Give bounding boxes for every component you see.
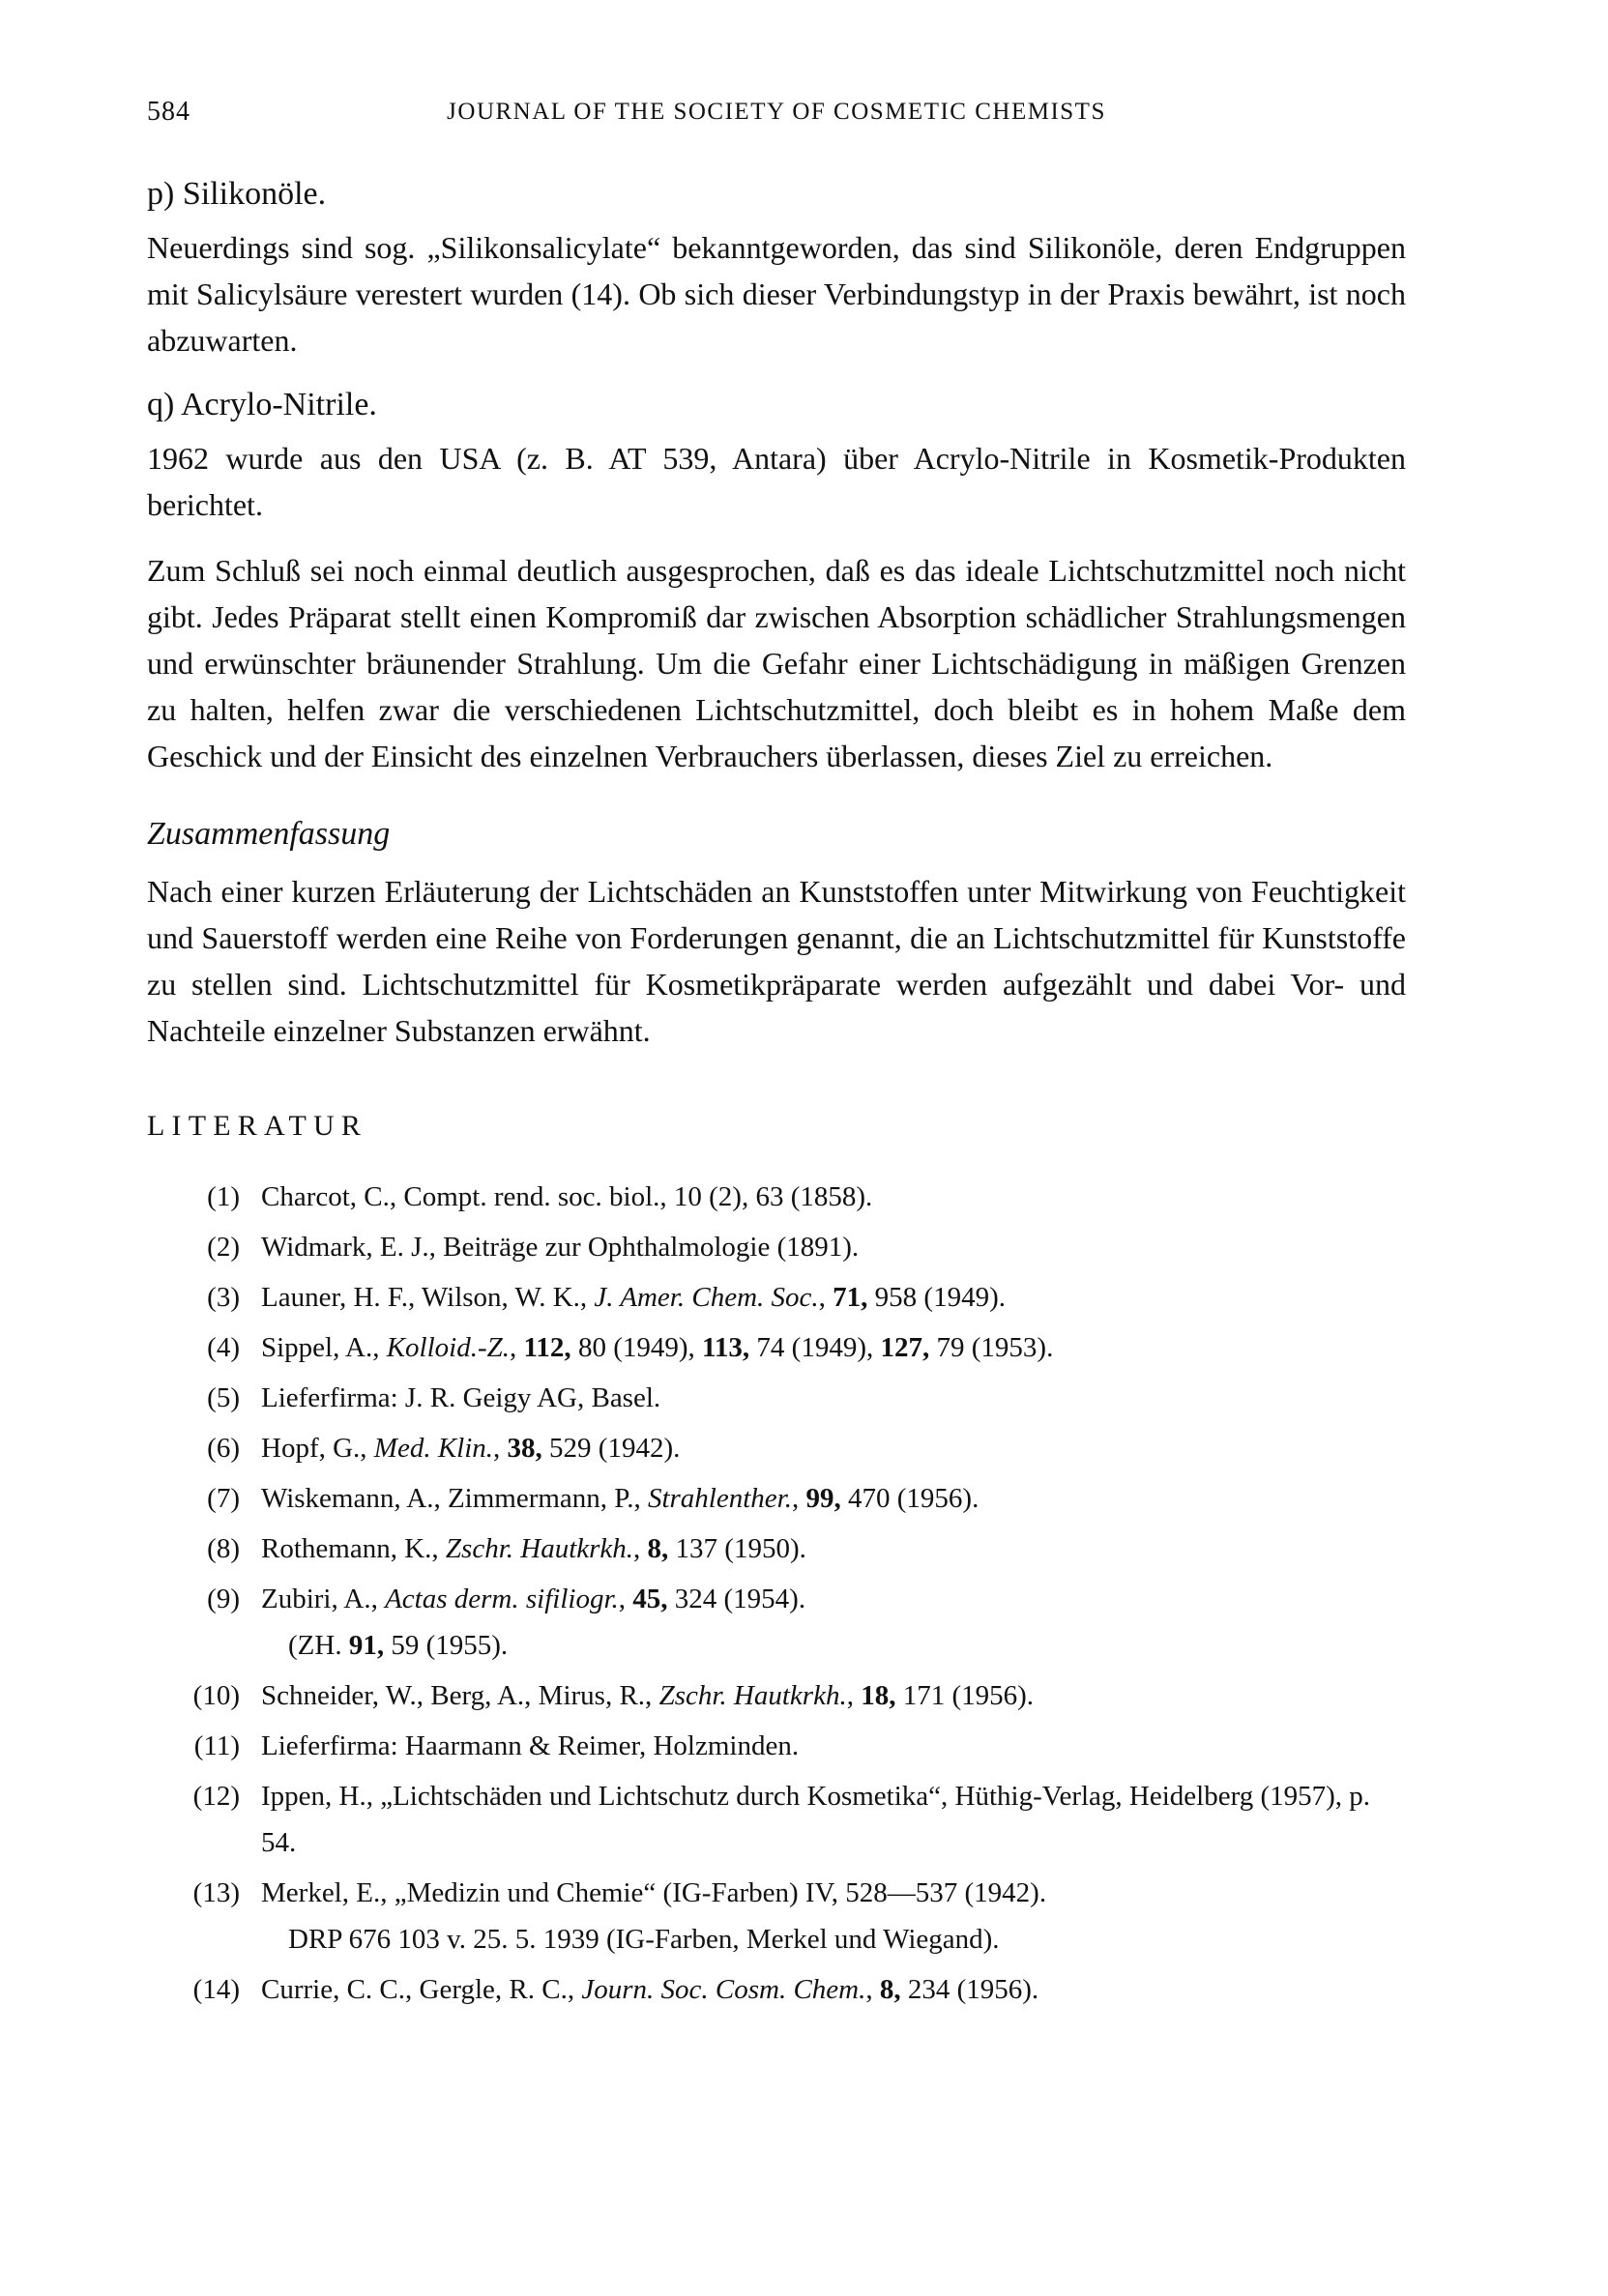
- reference-text: Launer, H. F., Wilson, W. K., J. Amer. Chem. Soc., 71, 958 (1949).: [261, 1282, 1006, 1313]
- reference-item: [147, 1966, 1406, 2013]
- reference-item: [147, 1224, 1406, 1270]
- journal-header: JOURNAL OF THE SOCIETY OF COSMETIC CHEMISTS: [447, 99, 1106, 125]
- reference-text: Merkel, E., „Medizin und Chemie“ (IG-Farben) IV, 528—537 (1942).: [261, 1877, 1047, 1908]
- reference-text: Hopf, G., Med. Klin., 38, 529 (1942).: [261, 1433, 681, 1464]
- reference-number: (1): [207, 1181, 240, 1212]
- reference-item: [147, 1274, 1406, 1321]
- reference-item: [147, 1425, 1406, 1471]
- reference-item: [147, 1723, 1406, 1769]
- summary-paragraph: Nach einer kurzen Erläuterung der Lichtschäden an Kunststoffen unter Mitwirkung von Feuchtigkeit und Sauerstoff werden eine Reihe von Forderungen genannt, die an Lichtschutzmittel für Kunststoffe zu stellen sind. Lichtschutzmittel für Kosmetikpräparate werden aufgezählt und dabei Vor- und Nachteile einzelner Substanzen erwähnt.: [147, 874, 1406, 1048]
- section-body-p: Neuerdings sind sog. „Silikonsalicylate“ bekanntgeworden, das sind Silikonöle, deren Endgruppen mit Salicylsäure verestert wurden (14). Ob sich dieser Verbindungstyp in der Praxis bewährt, ist noch abzuwarten.: [147, 230, 1406, 358]
- reference-item: [147, 1526, 1406, 1572]
- reference-number: (11): [193, 1730, 240, 1761]
- reference-number: (4): [207, 1332, 240, 1363]
- section-heading-q: q) Acrylo-Nitrile.: [147, 387, 377, 422]
- reference-number: (6): [207, 1433, 240, 1464]
- summary-heading: Zusammenfassung: [147, 816, 391, 852]
- reference-text: Charcot, C., Compt. rend. soc. biol., 10 (2), 63 (1858).: [261, 1181, 873, 1212]
- reference-item: [147, 1174, 1406, 1220]
- literature-heading: LITERATUR: [147, 1110, 368, 1142]
- reference-continuation: (ZH. 91, 59 (1955).: [288, 1630, 509, 1661]
- reference-number: (13): [192, 1877, 240, 1908]
- reference-number: (14): [192, 1974, 240, 2005]
- reference-number: (5): [207, 1382, 240, 1413]
- reference-text: Ippen, H., „Lichtschäden und Lichtschutz durch Kosmetika“, Hüthig-Verlag, Heidelberg (1957), p. 54.: [261, 1781, 1371, 1858]
- reference-item: [147, 1375, 1406, 1421]
- reference-number: (7): [207, 1483, 240, 1514]
- reference-item: [147, 1773, 1406, 1866]
- reference-text: Lieferfirma: J. R. Geigy AG, Basel.: [261, 1382, 661, 1413]
- reference-text: Sippel, A., Kolloid.-Z., 112, 80 (1949), 113, 74 (1949), 127, 79 (1953).: [261, 1332, 1054, 1363]
- page-content: [147, 97, 1406, 2013]
- reference-item: [147, 1870, 1406, 1962]
- reference-number: (2): [207, 1232, 240, 1263]
- reference-text: Currie, C. C., Gergle, R. C., Journ. Soc. Cosm. Chem., 8, 234 (1956).: [261, 1974, 1039, 2005]
- reference-number: (3): [207, 1282, 240, 1313]
- section-body-q: 1962 wurde aus den USA (z. B. AT 539, Antara) über Acrylo-Nitrile in Kosmetik-Produkten berichtet.: [147, 441, 1406, 522]
- reference-text: Zubiri, A., Actas derm. sifiliogr., 45, 324 (1954).: [261, 1584, 806, 1614]
- running-header: [147, 97, 1406, 128]
- reference-list: [147, 1174, 1406, 2013]
- reference-item: [147, 1672, 1406, 1719]
- reference-text: Schneider, W., Berg, A., Mirus, R., Zschr. Hautkrkh., 18, 171 (1956).: [261, 1680, 1035, 1711]
- reference-text: Lieferfirma: Haarmann & Reimer, Holzminden.: [261, 1730, 800, 1761]
- reference-item: [147, 1576, 1406, 1669]
- reference-number: (10): [192, 1680, 240, 1711]
- reference-text: Widmark, E. J., Beiträge zur Ophthalmologie (1891).: [261, 1232, 860, 1263]
- reference-number: (9): [207, 1584, 240, 1614]
- reference-text: Wiskemann, A., Zimmermann, P., Strahlenther., 99, 470 (1956).: [261, 1483, 979, 1514]
- reference-item: [147, 1475, 1406, 1522]
- reference-number: (12): [192, 1781, 240, 1812]
- reference-item: [147, 1324, 1406, 1371]
- reference-text: Rothemann, K., Zschr. Hautkrkh., 8, 137 (1950).: [261, 1533, 806, 1564]
- conclusion-paragraph: Zum Schluß sei noch einmal deutlich ausgesprochen, daß es das ideale Lichtschutzmittel noch nicht gibt. Jedes Präparat stellt einen Kompromiß dar zwischen Absorption schädlicher Strahlungsmengen und erwünschter bräunender Strahlung. Um die Gefahr einer Lichtschädigung in mäßigen Grenzen zu halten, helfen zwar die verschiedenen Lichtschutzmittel, doch bleibt es in hohem Maße dem Geschick und der Einsicht des einzelnen Verbrauchers überlassen, dieses Ziel zu erreichen.: [147, 553, 1406, 773]
- page-number: 584: [147, 97, 190, 127]
- reference-number: (8): [207, 1533, 240, 1564]
- reference-continuation: DRP 676 103 v. 25. 5. 1939 (IG-Farben, Merkel und Wiegand).: [288, 1924, 1000, 1955]
- section-heading-p: p) Silikonöle.: [147, 176, 327, 212]
